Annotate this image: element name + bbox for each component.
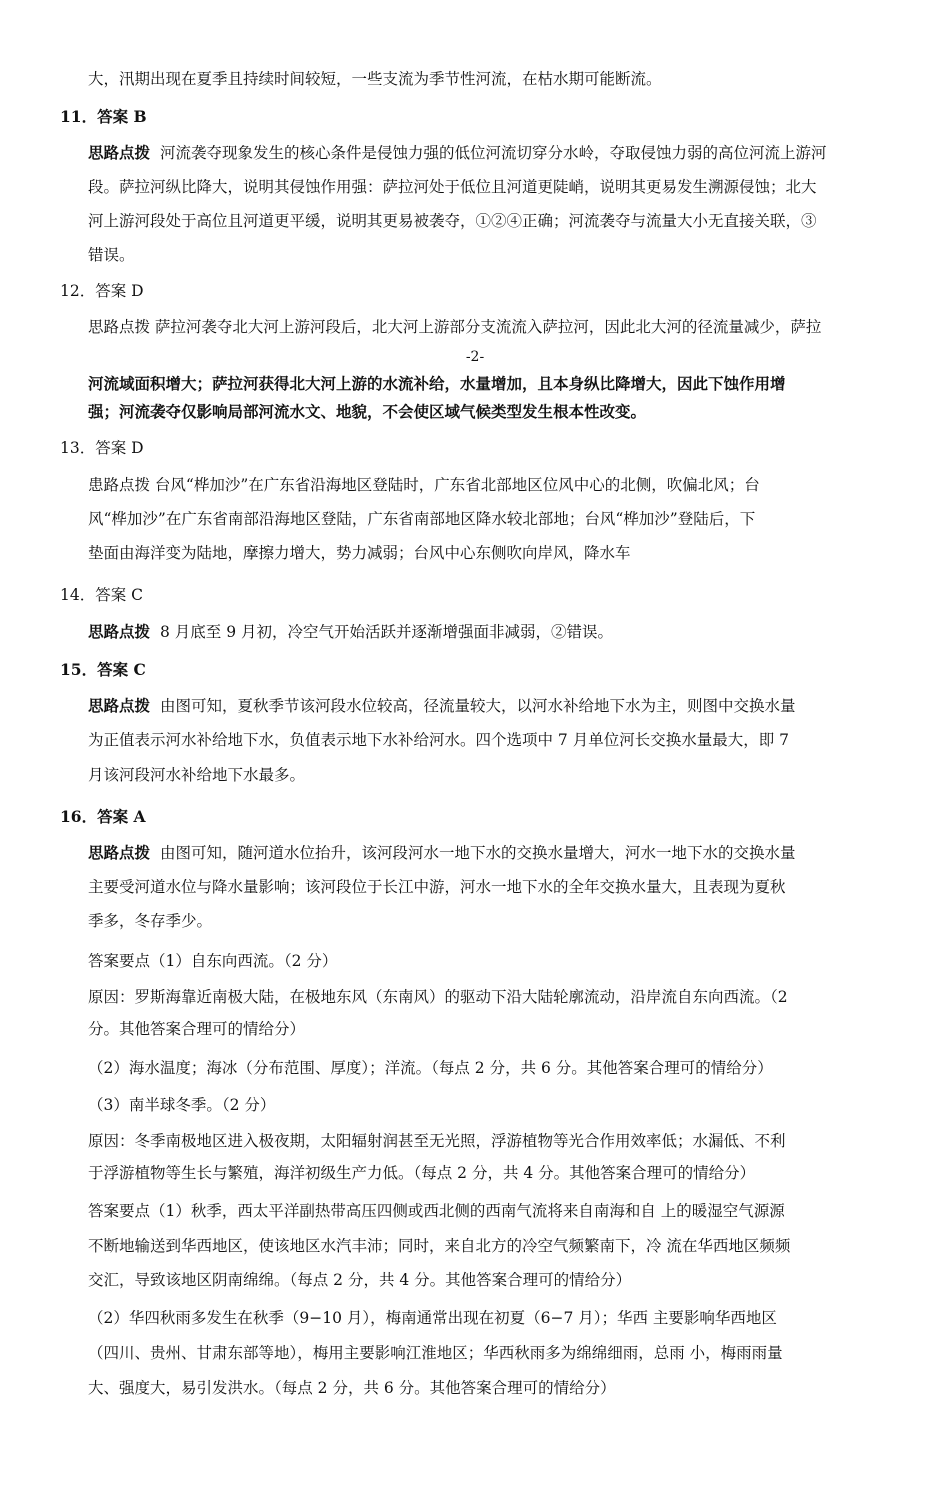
text-line xyxy=(88,142,827,164)
hint-text: 由图可知，随河道水位抬升，该河段河水一地下水的交换水量增大，河水一地下水的交换水量 xyxy=(160,844,796,862)
text-line: （3）南半球冬季。（2 分） xyxy=(88,1096,276,1114)
text-line: 答案要点（1）秋季，西太平洋副热带高压四侧或西北侧的西南气流将来自南海和自 上的暖湿空气源源 xyxy=(88,1202,785,1220)
text-line: 为正值表示河水补给地下水，负值表示地下水补给河水。四个选项中 7 月单位河长交换水量最大，即 7 xyxy=(88,731,790,749)
answer-heading: 15．答案 C xyxy=(60,660,146,679)
text-line: 强；河流袭夺仅影响局部河流水文、地貌，不会使区域气候类型发生根本性改变。 xyxy=(88,402,647,421)
hint-text: 8 月底至 9 月初，冷空气开始活跃并逐渐增强面非减弱，②错误。 xyxy=(160,623,614,641)
text-line: 月该河段河水补给地下水最多。 xyxy=(88,766,306,784)
text-line: 患路点拨 台风“桦加沙”在广东省沿海地区登陆时，广东省北部地区位风中心的北侧，吹偏北风；台 xyxy=(88,476,760,494)
hint-label: 思路点拨 xyxy=(88,622,151,641)
answer-heading: 11．答案 B xyxy=(60,107,147,126)
hint-label: 思路点拨 xyxy=(88,143,151,162)
text-line: 风“桦加沙”在广东省南部沿海地区登陆，广东省南部地区降水较北部地；台风“桦加沙”登陆后，下 xyxy=(88,510,756,528)
answer-heading: 14．答案 C xyxy=(60,586,144,604)
answer-heading xyxy=(60,280,144,302)
text-line xyxy=(88,621,613,643)
text-line: 答案要点（1）自东向西流。（2 分） xyxy=(88,952,338,970)
text-line: 交汇，导致该地区阴南绵绵。（每点 2 分，共 4 分。其他答案合理可的情给分） xyxy=(88,1271,632,1289)
text-line: 思路点拨 萨拉河袭夺北大河上游河段后，北大河上游部分支流流入萨拉河，因此北大河的径流量减少，萨拉 xyxy=(88,318,822,336)
hint-label: 思路点拨 xyxy=(88,843,151,862)
text-line: 原因：冬季南极地区进入极夜期，太阳辐射润甚至无光照，浮游植物等光合作用效率低；水漏低、不利 xyxy=(88,1132,786,1150)
text-line: 大，汛期出现在夏季且持续时间较短，一些支流为季节性河流，在枯水期可能断流。 xyxy=(88,70,662,88)
hint-text: 由图可知，夏秋季节该河段水位较高，径流量较大，以河水补给地下水为主，则图中交换水量 xyxy=(160,697,796,715)
text-line: （四川、贵州、甘肃东部等地），梅用主要影响江淮地区；华西秋雨多为绵绵细雨，总雨 小，梅雨雨量 xyxy=(88,1344,783,1362)
text-line: 不断地输送到华西地区，使该地区水汽丰沛；同时，来自北方的冷空气频繁南下，冷 流在华西地区频频 xyxy=(88,1237,791,1255)
text-line: 河流域面积增大；萨拉河获得北大河上游的水流补给，水量增加，且本身纵比降增大，因此下蚀作用增 xyxy=(88,374,786,393)
answer-heading-text: 12．答案 D xyxy=(60,282,144,300)
hint-label: 思路点拨 xyxy=(88,696,151,715)
text-line xyxy=(88,695,796,717)
answer-heading: 16．答案 A xyxy=(60,807,146,826)
text-line: 分。其他答案合理可的情给分） xyxy=(88,1020,306,1038)
text-line: 主要受河道水位与降水量影响；该河段位于长江中游，河水一地下水的全年交换水量大，且表现为夏秋 xyxy=(88,878,786,896)
answer-heading: 13．答案 D xyxy=(60,439,144,457)
page-number: -2- xyxy=(465,349,485,365)
text-line: 垫面由海洋变为陆地，摩擦力增大，势力减弱；台风中心东侧吹向岸风，降水车 xyxy=(88,544,631,562)
text-line: 错误。 xyxy=(88,246,135,264)
hint-text: 河流袭夺现象发生的核心条件是侵蚀力强的低位河流切穿分水岭，夺取侵蚀力弱的高位河流上游河 xyxy=(160,144,827,162)
text-line xyxy=(88,842,796,864)
text-line: 于浮游植物等生长与繁殖，海洋初级生产力低。（每点 2 分，共 4 分。其他答案合理可的情给分） xyxy=(88,1164,756,1182)
text-line: 季多，冬存季少。 xyxy=(88,912,213,930)
text-line: 段。萨拉河纵比降大，说明其侵蚀作用强：萨拉河处于低位且河道更陡峭，说明其更易发生溯源侵蚀；北大 xyxy=(88,178,817,196)
text-line: （2）海水温度；海冰（分布范围、厚度）；洋流。（每点 2 分，共 6 分。其他答案合理可的情给分） xyxy=(88,1059,773,1077)
text-line: 大、强度大，易引发洪水。（每点 2 分，共 6 分。其他答案合理可的情给分） xyxy=(88,1379,616,1397)
text-line: 河上游河段处于高位且河道更平缓，说明其更易被袭夺，①②④正确；河流袭夺与流量大小无直接关联，③ xyxy=(88,212,817,230)
text-line: （2）华四秋雨多发生在秋季（9−10 月），梅南通常出现在初夏（6−7 月）；华西 主要影响华西地区 xyxy=(88,1309,777,1327)
text-line: 原因：罗斯海靠近南极大陆，在极地东风（东南风）的驱动下沿大陆轮廓流动，沿岸流自东向西流。（2 xyxy=(88,988,788,1006)
